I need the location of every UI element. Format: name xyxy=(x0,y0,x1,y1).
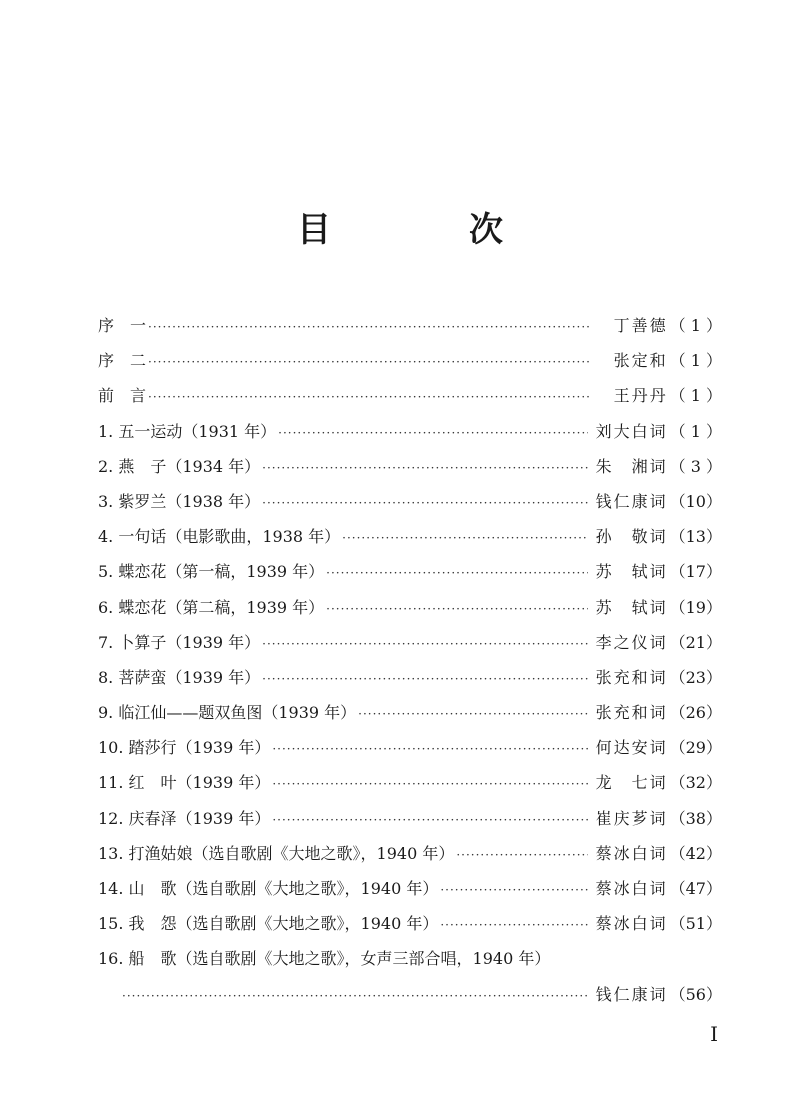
leader-dots xyxy=(272,732,587,767)
toc-entry-page: （ 1 ） xyxy=(669,421,722,441)
toc-entry-title: 3. 紫罗兰（1938 年） xyxy=(98,491,261,511)
toc-entry-author: 钱仁康词 xyxy=(595,491,668,511)
toc-entry-title: 4. 一句话（电影歌曲，1938 年） xyxy=(98,527,341,547)
toc-entry[interactable] xyxy=(98,343,722,378)
leader-dots xyxy=(456,838,587,873)
toc-entry-page: （13） xyxy=(669,527,722,547)
toc-entry-author: 朱 湘词 xyxy=(595,456,668,476)
toc-entry-page: （17） xyxy=(669,562,722,582)
toc-entry-author: 蔡冰白词 xyxy=(595,879,668,898)
toc-entry[interactable] xyxy=(98,695,722,730)
toc-entry-author: 王丹丹 xyxy=(613,386,668,406)
toc-entry-title: 9. 临江仙——题双鱼图（1939 年） xyxy=(98,703,357,723)
toc-entry[interactable] xyxy=(98,730,722,765)
toc-entry-title: 6. 蝶恋花（第二稿，1939 年） xyxy=(98,597,325,617)
toc-entry-author: 苏 轼词 xyxy=(595,562,668,582)
toc-entry-page: （ 3 ） xyxy=(669,456,722,476)
toc-entry-author: 丁善德 xyxy=(613,316,668,335)
toc-entry-author: 蔡冰白词 xyxy=(595,843,668,863)
toc-entry-title: 15. 我 怨（选自歌剧《大地之歌》，1940 年） xyxy=(98,914,439,934)
toc-entry-author: 孙 敬词 xyxy=(595,527,668,547)
toc-entry-author: 苏 轼词 xyxy=(595,597,668,617)
toc-entry-page: （10） xyxy=(669,491,722,511)
toc-entry-title: 序 二 xyxy=(98,351,147,371)
leader-dots xyxy=(440,873,587,908)
toc-entry[interactable] xyxy=(98,871,722,906)
toc-entry-title: 11. 红 叶（1939 年） xyxy=(98,773,271,793)
toc-entry-title: 序 一 xyxy=(98,316,147,335)
toc-entry-page: （ 1 ） xyxy=(669,351,722,371)
leader-dots xyxy=(326,556,587,591)
toc-entry[interactable] xyxy=(98,519,722,554)
toc-entry-author: 蔡冰白词 xyxy=(595,914,668,934)
toc-entry-title: 1. 五一运动（1931 年） xyxy=(98,421,277,441)
leader-dots xyxy=(262,486,587,521)
leader-dots xyxy=(440,908,587,943)
toc-entry[interactable] xyxy=(98,765,722,800)
leader-dots xyxy=(358,697,587,732)
leader-dots xyxy=(148,380,590,415)
toc-entry-author: 张充和词 xyxy=(595,703,668,723)
page-title: 目 次 xyxy=(297,210,555,250)
toc-entry-author: 龙 七词 xyxy=(595,773,668,793)
toc-entry-author: 崔庆芗词 xyxy=(595,808,668,828)
toc-entry-page: （21） xyxy=(669,632,722,652)
leader-dots xyxy=(272,767,587,802)
toc-entry[interactable] xyxy=(98,484,722,519)
toc-entry-page: （47） xyxy=(669,879,722,898)
toc-entry[interactable] xyxy=(98,554,722,589)
toc-entry-title: 5. 蝶恋花（第一稿，1939 年） xyxy=(98,562,325,582)
toc-entry-page: （51） xyxy=(669,914,722,934)
toc-entry[interactable] xyxy=(98,308,722,343)
toc-entry[interactable] xyxy=(98,590,722,625)
toc-entry-author: 李之仪词 xyxy=(595,632,668,652)
leader-dots xyxy=(326,592,587,627)
toc-entry-page: （ 1 ） xyxy=(669,316,722,335)
toc-entry-page: （ 1 ） xyxy=(669,386,722,406)
toc-entry-page: （26） xyxy=(669,703,722,723)
toc-entry[interactable] xyxy=(98,625,722,660)
leader-dots xyxy=(262,662,587,697)
toc-entry-title: 前 言 xyxy=(98,386,147,406)
leader-dots xyxy=(278,416,587,451)
toc-entry-page: （42） xyxy=(669,843,722,863)
toc-entry-page: （23） xyxy=(669,667,722,687)
toc-entry-author: 钱仁康词 xyxy=(595,984,668,1004)
toc-entry[interactable] xyxy=(98,836,722,871)
toc-entry[interactable] xyxy=(98,801,722,836)
toc-entry-title: 8. 菩萨蛮（1939 年） xyxy=(98,667,261,687)
toc-entry-author: 何达安词 xyxy=(595,738,668,758)
toc-entry-author: 张充和词 xyxy=(595,667,668,687)
leader-dots xyxy=(272,803,587,838)
toc-entry-16[interactable] xyxy=(98,941,722,976)
leader-dots xyxy=(262,451,587,486)
toc-entry[interactable] xyxy=(98,378,722,413)
leader-dots xyxy=(122,979,588,1014)
toc-entry-page: （29） xyxy=(669,738,722,758)
toc-entry[interactable] xyxy=(98,414,722,449)
leader-dots xyxy=(342,521,587,556)
leader-dots xyxy=(148,310,590,345)
toc-entry-16-continuation[interactable] xyxy=(98,977,722,1012)
toc-entry-page: （32） xyxy=(669,773,722,793)
table-of-contents xyxy=(98,308,722,1012)
toc-entry-author: 张定和 xyxy=(613,351,668,371)
toc-entry[interactable] xyxy=(98,660,722,695)
toc-entry-title: 14. 山 歌（选自歌剧《大地之歌》，1940 年） xyxy=(98,879,439,898)
leader-dots xyxy=(148,345,590,380)
leader-dots xyxy=(262,627,587,662)
toc-entry-title: 7. 卜算子（1939 年） xyxy=(98,632,261,652)
toc-entry-title: 13. 打渔姑娘（选自歌剧《大地之歌》，1940 年） xyxy=(98,843,455,863)
toc-entry[interactable] xyxy=(98,906,722,941)
page-number: I xyxy=(710,1022,718,1046)
toc-entry-page: （56） xyxy=(669,984,722,1004)
toc-entry-page: （38） xyxy=(669,808,722,828)
toc-entry-title: 16. 船 歌（选自歌剧《大地之歌》，女声三部合唱，1940 年） xyxy=(98,949,551,969)
toc-entry-page: （19） xyxy=(669,597,722,617)
toc-entry-title: 12. 庆春泽（1939 年） xyxy=(98,808,271,828)
toc-entry-title: 2. 燕 子（1934 年） xyxy=(98,456,261,476)
toc-entry[interactable] xyxy=(98,449,722,484)
toc-entry-title: 10. 踏莎行（1939 年） xyxy=(98,738,271,758)
toc-entry-author: 刘大白词 xyxy=(595,421,668,441)
